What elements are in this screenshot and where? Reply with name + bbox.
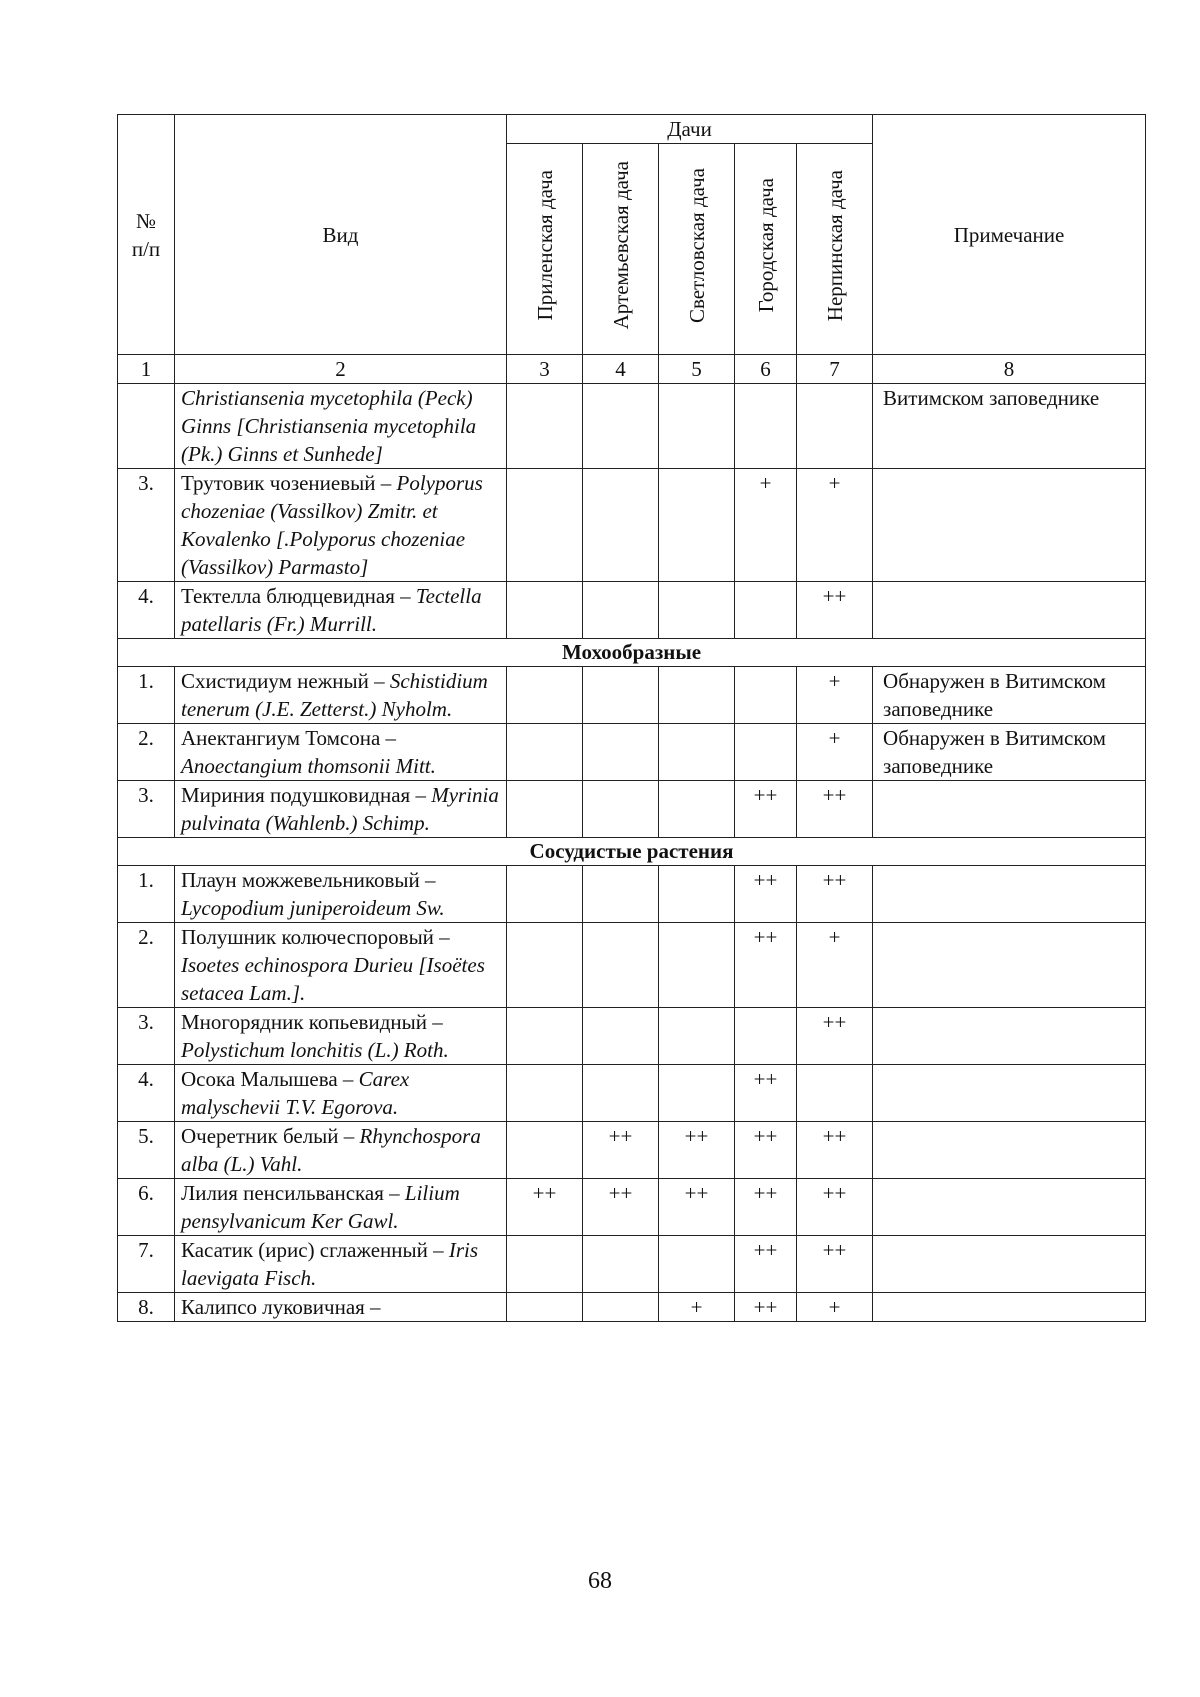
presence-mark-dacha-5 [797,1065,873,1122]
presence-mark-dacha-4: ++ [735,1236,797,1293]
presence-mark-dacha-4: ++ [735,866,797,923]
presence-mark-dacha-2 [583,1008,659,1065]
species-cell [175,866,507,923]
presence-mark-dacha-5: ++ [797,1236,873,1293]
table-row [118,667,1146,724]
presence-mark-dacha-5: + [797,1293,873,1322]
presence-mark-dacha-5: ++ [797,1008,873,1065]
row-number: 3. [118,469,175,582]
row-number: 3. [118,781,175,838]
note-cell [873,1179,1146,1236]
species-russian-name: Схистидиум нежный – [181,669,390,693]
colnum: 3 [507,355,583,384]
presence-mark-dacha-2 [583,1236,659,1293]
note-cell [873,1008,1146,1065]
table-row [118,1122,1146,1179]
header-num: № п/п [118,115,175,355]
species-latin-name: Lycopodium juniperoideum Sw. [181,896,445,920]
table-row [118,384,1146,469]
presence-mark-dacha-2 [583,582,659,639]
species-latin-name: Iris laevigata Fisch. [181,1238,479,1290]
presence-mark-dacha-4: ++ [735,1122,797,1179]
table-row [118,1293,1146,1322]
presence-mark-dacha-5: + [797,724,873,781]
species-russian-name: Осока Малышева – [181,1067,359,1091]
header-dacha-1: Приленская дача [507,144,583,355]
presence-mark-dacha-4 [735,724,797,781]
row-number: 7. [118,1236,175,1293]
presence-mark-dacha-2: ++ [583,1122,659,1179]
species-cell [175,1179,507,1236]
row-number: 5. [118,1122,175,1179]
table-row [118,1179,1146,1236]
presence-mark-dacha-3 [659,1065,735,1122]
presence-mark-dacha-1 [507,1122,583,1179]
presence-mark-dacha-2 [583,866,659,923]
note-cell: Обнаружен в Витимском заповеднике [873,667,1146,724]
colnum: 6 [735,355,797,384]
table-row [118,582,1146,639]
header-note: Примечание [873,115,1146,355]
table-row [118,469,1146,582]
note-cell [873,866,1146,923]
table-row [118,923,1146,1008]
species-cell [175,1122,507,1179]
presence-mark-dacha-5: ++ [797,866,873,923]
note-cell [873,1065,1146,1122]
presence-mark-dacha-2 [583,469,659,582]
presence-mark-dacha-4 [735,667,797,724]
species-cell [175,724,507,781]
table-row [118,866,1146,923]
presence-mark-dacha-1: ++ [507,1179,583,1236]
species-latin-name: Myrinia pulvinata (Wahlenb.) Schimp. [181,783,499,835]
species-cell [175,923,507,1008]
presence-mark-dacha-2 [583,1293,659,1322]
species-latin-name: Rhynchospora alba (L.) Vahl. [181,1124,481,1176]
presence-mark-dacha-3: ++ [659,1122,735,1179]
species-latin-name: Christiansenia mycetophila (Peck) Ginns [Christiansenia mycetophila (Pk.) Ginns et Sunhede] [181,386,477,466]
section-row [118,838,1146,866]
presence-mark-dacha-1 [507,1008,583,1065]
presence-mark-dacha-2 [583,923,659,1008]
colnum: 1 [118,355,175,384]
presence-mark-dacha-1 [507,582,583,639]
species-cell [175,384,507,469]
presence-mark-dacha-4: ++ [735,781,797,838]
table-row [118,781,1146,838]
presence-mark-dacha-3 [659,1008,735,1065]
presence-mark-dacha-1 [507,469,583,582]
presence-mark-dacha-4 [735,582,797,639]
species-cell [175,582,507,639]
row-number: 6. [118,1179,175,1236]
species-russian-name: Очеретник белый – [181,1124,360,1148]
presence-mark-dacha-1 [507,1065,583,1122]
table-row [118,1008,1146,1065]
header-dacha-2: Артемьевская дача [583,144,659,355]
presence-mark-dacha-3: ++ [659,1179,735,1236]
colnum: 2 [175,355,507,384]
presence-mark-dacha-3 [659,1236,735,1293]
header-dacha-3: Светловская дача [659,144,735,355]
species-russian-name: Многорядник копьевидный – [181,1010,443,1034]
presence-mark-dacha-5: ++ [797,1179,873,1236]
presence-mark-dacha-3: + [659,1293,735,1322]
column-numbers-row [118,355,1146,384]
row-number: 2. [118,923,175,1008]
row-number [118,384,175,469]
row-number: 1. [118,667,175,724]
presence-mark-dacha-5: ++ [797,781,873,838]
species-russian-name: Лилия пенсильванская – [181,1181,405,1205]
presence-mark-dacha-3 [659,781,735,838]
presence-mark-dacha-4 [735,1008,797,1065]
section-title: Мохообразные [118,639,1146,667]
species-table [117,114,1146,1322]
species-latin-name: Schistidium tenerum (J.E. Zetterst.) Nyholm. [181,669,488,721]
species-russian-name: Калипсо луковичная – [181,1295,381,1319]
species-russian-name: Трутовик чозениевый – [181,471,397,495]
presence-mark-dacha-3 [659,667,735,724]
presence-mark-dacha-1 [507,781,583,838]
presence-mark-dacha-3 [659,582,735,639]
presence-mark-dacha-5: + [797,667,873,724]
table-row [118,1065,1146,1122]
row-number: 3. [118,1008,175,1065]
note-cell [873,1122,1146,1179]
presence-mark-dacha-4: + [735,469,797,582]
species-latin-name: Lilium pensylvanicum Ker Gawl. [181,1181,460,1233]
presence-mark-dacha-5: ++ [797,582,873,639]
row-number: 8. [118,1293,175,1322]
presence-mark-dacha-3 [659,923,735,1008]
presence-mark-dacha-2 [583,384,659,469]
presence-mark-dacha-1 [507,1236,583,1293]
presence-mark-dacha-5 [797,384,873,469]
table-row [118,1236,1146,1293]
colnum: 5 [659,355,735,384]
row-number: 4. [118,1065,175,1122]
colnum: 4 [583,355,659,384]
presence-mark-dacha-2 [583,781,659,838]
header-dachi-group: Дачи [507,115,873,144]
presence-mark-dacha-1 [507,866,583,923]
header-species: Вид [175,115,507,355]
presence-mark-dacha-1 [507,724,583,781]
header-dacha-5: Нерпинская дача [797,144,873,355]
note-cell [873,469,1146,582]
presence-mark-dacha-5: + [797,923,873,1008]
species-table-wrapper [117,114,1145,1322]
presence-mark-dacha-2: ++ [583,1179,659,1236]
species-latin-name: Tectella patellaris (Fr.) Murrill. [181,584,482,636]
presence-mark-dacha-2 [583,724,659,781]
note-cell: Витимском заповеднике [873,384,1146,469]
note-cell [873,923,1146,1008]
presence-mark-dacha-3 [659,384,735,469]
species-russian-name: Анектангиум Томсона – [181,726,397,750]
presence-mark-dacha-3 [659,866,735,923]
presence-mark-dacha-4: ++ [735,1293,797,1322]
species-cell [175,1008,507,1065]
species-cell [175,1065,507,1122]
colnum: 7 [797,355,873,384]
species-latin-name: Anoectangium thomsonii Mitt. [181,754,436,778]
species-russian-name: Плаун можжевельниковый – [181,868,436,892]
note-cell [873,1293,1146,1322]
note-cell [873,781,1146,838]
presence-mark-dacha-4 [735,384,797,469]
section-title: Сосудистые растения [118,838,1146,866]
note-cell: Обнаружен в Витимском заповеднике [873,724,1146,781]
presence-mark-dacha-4: ++ [735,923,797,1008]
table-row [118,724,1146,781]
species-latin-name: Isoetes echinospora Durieu [Isoëtes setacea Lam.]. [181,953,485,1005]
row-number: 1. [118,866,175,923]
page-number: 68 [588,1568,612,1594]
header-dacha-4: Городская дача [735,144,797,355]
presence-mark-dacha-1 [507,667,583,724]
species-cell [175,781,507,838]
species-latin-name: Carex malyschevii T.V. Egorova. [181,1067,410,1119]
presence-mark-dacha-1 [507,923,583,1008]
species-cell [175,1293,507,1322]
presence-mark-dacha-4: ++ [735,1179,797,1236]
table-header [118,115,1146,384]
species-latin-name: Polystichum lonchitis (L.) Roth. [181,1038,449,1062]
presence-mark-dacha-3 [659,724,735,781]
presence-mark-dacha-1 [507,384,583,469]
presence-mark-dacha-3 [659,469,735,582]
note-cell [873,1236,1146,1293]
table-body [118,384,1146,1322]
presence-mark-dacha-1 [507,1293,583,1322]
section-row [118,639,1146,667]
row-number: 4. [118,582,175,639]
colnum: 8 [873,355,1146,384]
species-russian-name: Касатик (ирис) сглаженный – [181,1238,449,1262]
species-cell [175,667,507,724]
species-latin-name: Polyporus chozeniae (Vassilkov) Zmitr. et Kovalenko [.Polyporus chozeniae (Vassilkov) Parmasto] [181,471,483,579]
species-russian-name: Полушник колючеспоровый – [181,925,450,949]
presence-mark-dacha-4: ++ [735,1065,797,1122]
species-russian-name: Тектелла блюдцевидная – [181,584,416,608]
presence-mark-dacha-2 [583,667,659,724]
presence-mark-dacha-5: + [797,469,873,582]
species-cell [175,469,507,582]
species-cell [175,1236,507,1293]
presence-mark-dacha-5: ++ [797,1122,873,1179]
row-number: 2. [118,724,175,781]
species-russian-name: Мириния подушковидная – [181,783,432,807]
presence-mark-dacha-2 [583,1065,659,1122]
note-cell [873,582,1146,639]
